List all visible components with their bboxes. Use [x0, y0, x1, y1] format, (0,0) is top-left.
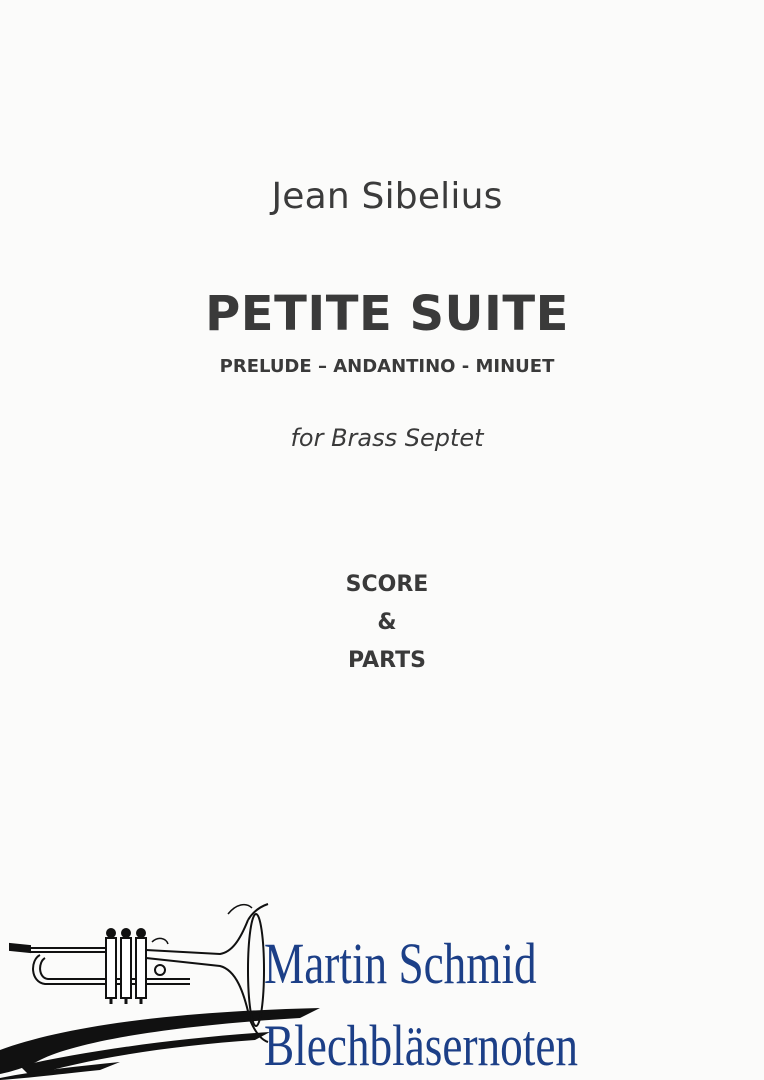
composer-name: Jean Sibelius — [271, 176, 503, 217]
instrumentation-line: for Brass Septet — [290, 424, 484, 452]
movements-subtitle: PRELUDE – ANDANTINO - MINUET — [219, 356, 555, 377]
contents-parts: PARTS — [348, 648, 426, 673]
edition-contents — [0, 566, 764, 680]
contents-score: SCORE — [345, 572, 429, 597]
contents-ampersand: & — [377, 610, 397, 635]
piece-title: PETITE SUITE — [205, 286, 569, 342]
publisher-name-line1: Martin Schmid — [264, 931, 537, 996]
publisher-name-line2: Blechbläsernoten — [264, 1013, 579, 1078]
